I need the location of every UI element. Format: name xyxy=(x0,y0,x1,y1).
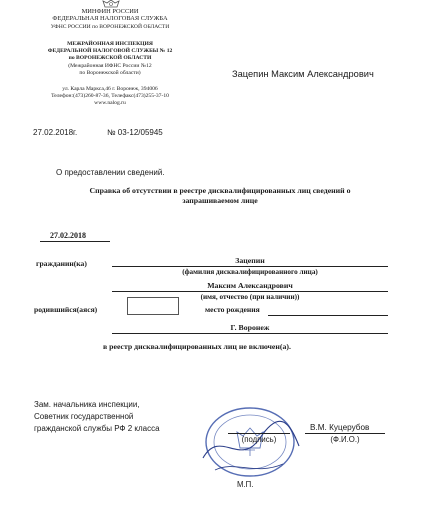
letterhead-regional: УФНС РОССИИ по ВОРОНЕЖСКОЙ ОБЛАСТИ xyxy=(50,24,170,30)
signature-underline xyxy=(228,433,290,434)
letterhead-short-2: по Воронежской области) xyxy=(79,70,141,76)
redacted-birthdate xyxy=(127,297,179,315)
given-names-caption: (имя, отчество (при наличии)) xyxy=(200,293,300,301)
certificate-title-line-1: Справка об отсутствии в реестре дисквалифицированных лиц сведений о xyxy=(89,186,351,195)
letterhead-phones: Телефон:(473)260-87-36, Телефакс(473)255-37-10 xyxy=(51,93,169,99)
conclusion-text: в реестр дисквалифицированных лиц не включен(а). xyxy=(103,342,291,351)
letterhead-short-1: (Межрайонная ИФНС России №12 xyxy=(68,63,152,69)
signatory-title-3: гражданской службы РФ 2 класса xyxy=(34,424,160,433)
certificate-date-underline xyxy=(40,241,110,242)
birthplace-label-underline xyxy=(268,315,388,316)
document-date: 27.02.2018г. xyxy=(33,128,78,137)
certificate-date: 27.02.2018 xyxy=(50,231,86,240)
recipient-name: Зацепин Максим Александрович xyxy=(232,69,374,79)
given-names-underline xyxy=(112,291,388,292)
birthplace-value: Г. Воронеж xyxy=(230,323,270,332)
birthplace-underline xyxy=(112,333,388,334)
letterhead-website: www.nalog.ru xyxy=(94,100,126,106)
letterhead-inspection-3: по ВОРОНЕЖСКОЙ ОБЛАСТИ xyxy=(68,55,152,61)
coat-of-arms-icon xyxy=(100,0,122,8)
letterhead-ministry: МИНФИН РОССИИ xyxy=(81,8,139,15)
letterhead-address: ул. Карла Маркса,46 г. Воронеж, 394006 xyxy=(62,86,158,92)
citizen-surname: Зацепин xyxy=(235,256,265,265)
letterhead-inspection-1: МЕЖРАЙОННАЯ ИНСПЕКЦИЯ xyxy=(67,41,153,47)
fio-caption: (Ф.И.О.) xyxy=(330,435,360,444)
citizen-given-names: Максим Александрович xyxy=(207,281,293,290)
birthplace-label: место рождения xyxy=(205,305,260,314)
surname-caption: (фамилия дисквалифицированного лица) xyxy=(182,268,318,276)
letterhead-inspection-2: ФЕДЕРАЛЬНОЙ НАЛОГОВОЙ СЛУЖБЫ № 12 xyxy=(47,48,173,54)
certificate-title-line-2: запрашиваемом лице xyxy=(182,196,258,205)
signature-caption: (подпись) xyxy=(241,435,277,444)
signer-name: В.М. Куцерубов xyxy=(310,423,370,432)
signatory-title-1: Зам. начальника инспекции, xyxy=(34,400,140,409)
surname-underline xyxy=(112,266,388,267)
born-label: родившийся(аяся) xyxy=(34,305,98,314)
signer-name-underline xyxy=(305,433,385,434)
citizen-label: гражданин(ка) xyxy=(36,259,87,268)
signatory-title-2: Советник государственной xyxy=(34,412,134,421)
subject-line: О предоставлении сведений. xyxy=(56,168,165,177)
seal-place-label: М.П. xyxy=(237,480,254,489)
letterhead-service: ФЕДЕРАЛЬНАЯ НАЛОГОВАЯ СЛУЖБА xyxy=(52,15,168,22)
document-number: № 03-12/05945 xyxy=(107,128,163,137)
